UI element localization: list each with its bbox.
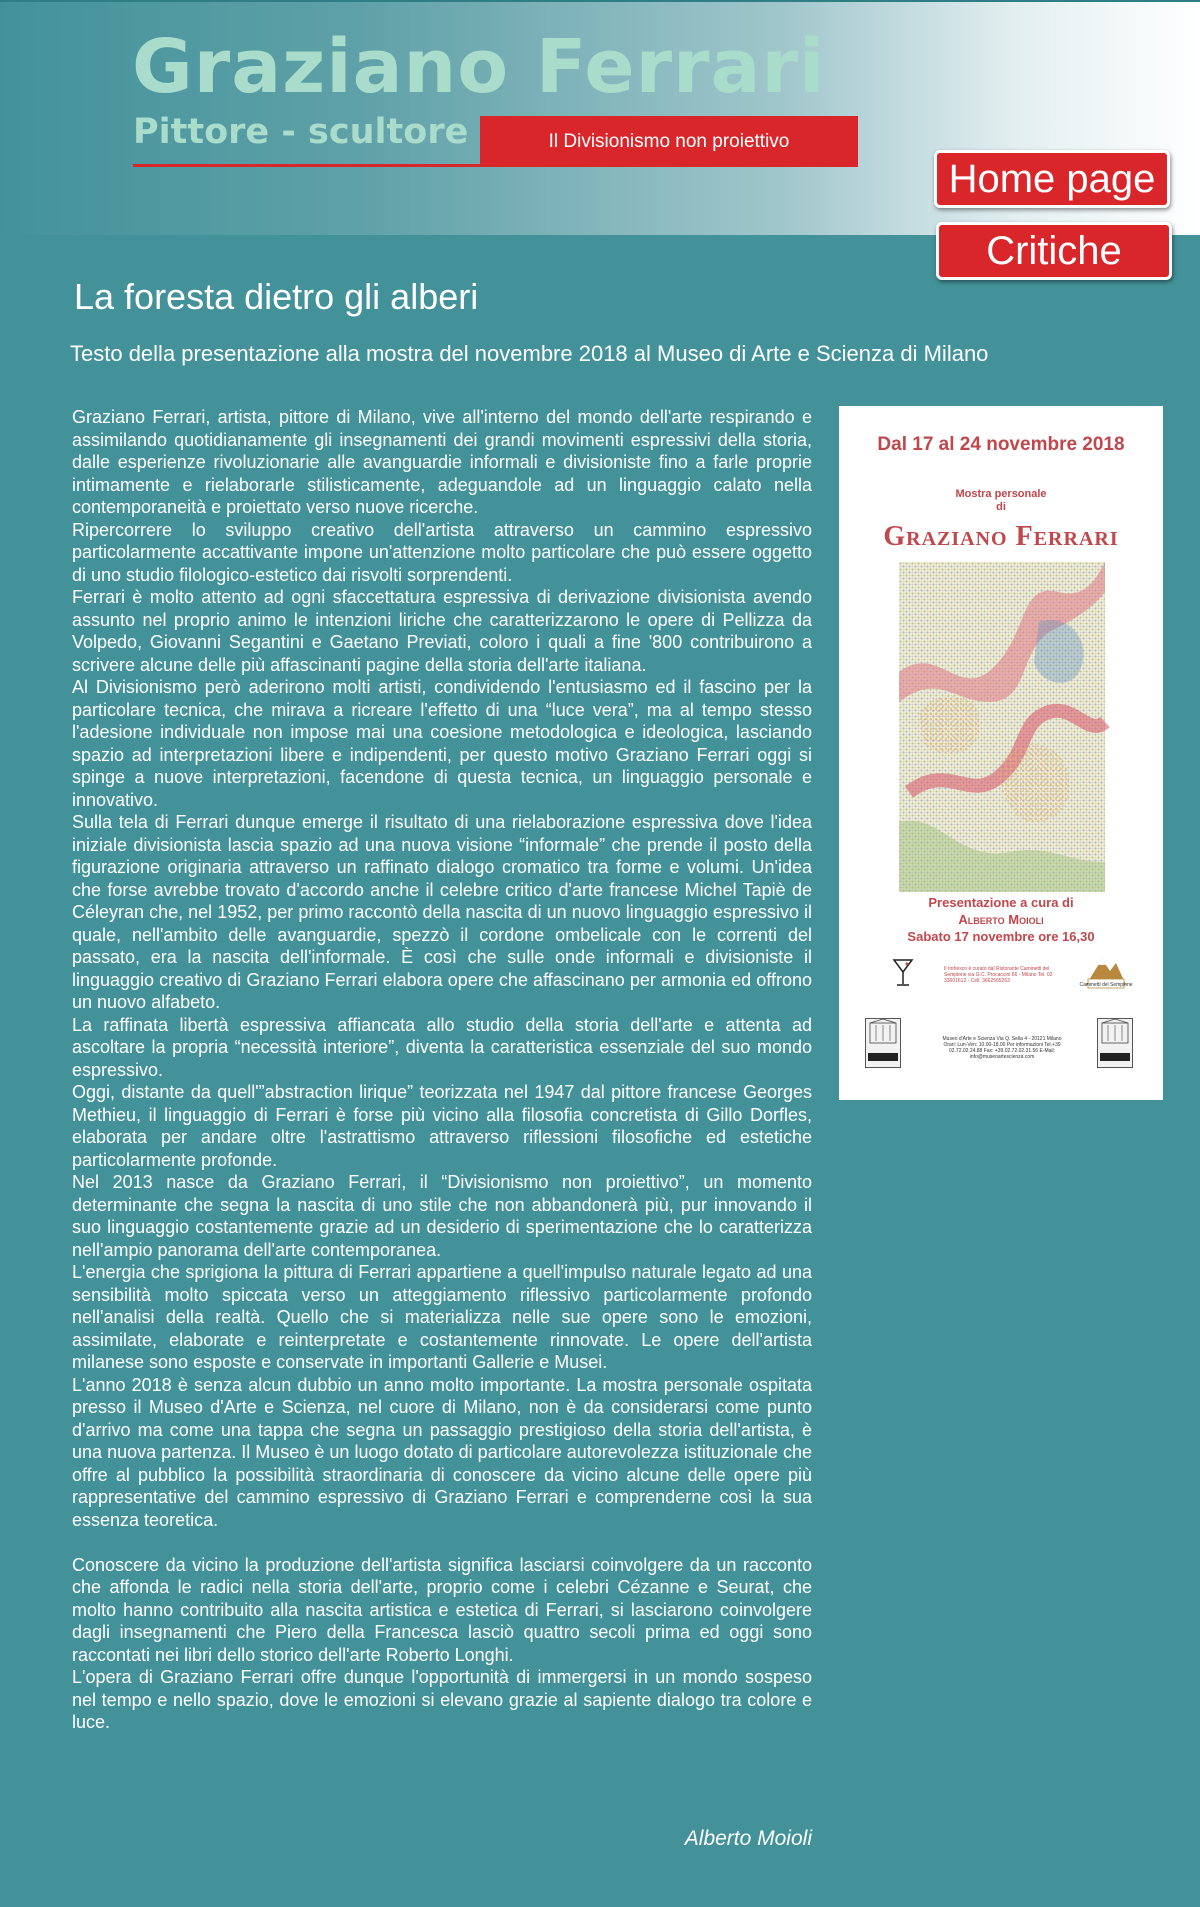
restaurant-logo-icon	[1079, 951, 1133, 991]
site-title: Graziano Ferrari	[132, 24, 826, 110]
author-signature: Alberto Moioli	[684, 1827, 812, 1850]
poster-mostra-label: Mostra personale	[955, 488, 1047, 500]
poster-event-time: Sabato 17 novembre ore 16,30	[907, 929, 1095, 944]
article-body	[72, 406, 812, 1734]
article-paragraph: Ferrari è molto attento ad ogni sfaccettatura espressiva di derivazione divisionista avendo assunto nel proprio animo le intenzioni liriche che caratterizzarono le opere di Pellizza da Volpedo, Giovanni Segantini e Gaetano Previati, coloro i quali a fine '800 contribuirono a scrivere alcune delle più affascinanti pagine della storia dell'arte italiana.	[72, 587, 812, 675]
restaurant-logo-text: Caminetti del Sempione	[1079, 982, 1133, 988]
article-paragraph: Oggi, distante da quell'”abstraction lirique” teorizzata nel 1947 dal pittore francese Georges Methieu, il linguaggio di Ferrari è forse più vicino alla filosofia concretista di Gillo Dorfles, elaborata per andare oltre l'astrattismo attraverso riflessioni filosofiche ed estetiche particolarmente profonde.	[72, 1082, 812, 1170]
article-paragraph: Nel 2013 nasce da Graziano Ferrari, il “Divisionismo non proiettivo”, un momento determinante che segna la nascita di uno stile che non abbandonerà più, pur innovando il suo linguaggio costantemente grazie ad un desiderio di sperimentazione che lo caratterizza nell'ampio panorama dell'arte contemporanea.	[72, 1172, 812, 1260]
page-title: La foresta dietro gli alberi	[74, 276, 479, 317]
critiche-button[interactable]: Critiche	[936, 222, 1172, 280]
article-paragraph: Graziano Ferrari, artista, pittore di Milano, vive all'interno del mondo dell'arte respirando e assimilando quotidianamente gli insegnamenti dei grandi movimenti espressivi della storia, dalle esperienze rivoluzionarie alle avanguardie informali e divisioniste fino a farle proprie intimamente e rielaborarle stilisticamente, adeguandole ad un linguaggio calato nella contemporaneità e proiettato verso nuove ricerche.	[72, 407, 812, 517]
poster-presentation	[839, 894, 1163, 945]
site-subtitle: Pittore - scultore	[133, 112, 469, 152]
exhibition-poster	[839, 406, 1163, 1100]
page-subtitle: Testo della presentazione alla mostra del novembre 2018 al Museo di Arte e Scienza di Milano	[70, 341, 989, 366]
museum-building-icon	[866, 1019, 900, 1067]
museum-building-icon	[1098, 1019, 1132, 1067]
museum-logo-left	[865, 1018, 901, 1068]
poster-di-label: di	[996, 501, 1006, 513]
article-paragraph: Sulla tela di Ferrari dunque emerge il risultato di una rielaborazione espressiva dove l'idea iniziale divisionista lascia spazio ad una nuova visione “informale” che prende il posto della figurazione originaria attraverso un raffinato dialogo cromatico tra forme e volumi. Un'idea che forse avrebbe trovato d'accordo anche il celebre critico d'arte francese Michel Tapiè de Céleyran che, nel 1952, per primo raccontò della nascita di un nuovo linguaggio espressivo il quale, nell'ambito delle avanguardie, spezzò il cordone ombelicale con le correnti del passato, era la nascita dell'informale. È così che sulle onde informali e divisioniste il linguaggio creativo di Graziano Ferrari elabora opere che affascinano per armonia ed offrono un nuovo alfabeto.	[72, 812, 812, 1012]
cocktail-glass-icon	[892, 958, 914, 988]
poster-refreshments-text: Il rinfresco è curato dal Ristorante Caminetti del Sempione via G.C. Procaccini 66 - Milano Tel. 02 33601612 - Cell. 3662565263	[944, 966, 1053, 984]
poster-museum-info: Museo d'Arte e Scienza Via Q. Sella 4 - 20121 Milano Orari: Lun-Ven: 10.00-18.00 Per informazioni Tel.+39 02.72.02.24.88 Fax: +39.02.72.02.31.56 E-Mail: info@museoarte​scienza.com	[942, 1036, 1062, 1060]
article-paragraph: L'energia che sprigiona la pittura di Ferrari appartiene a quell'impulso naturale legato ad una sensibilità molto spiccata verso un atteggiamento riflessivo particolarmente profondo nell'analisi della realtà. Quello che si materializza nelle sue opere sono le emozioni, assimilate, elaborate e reinterpretate e costantemente rinnovate. Le opere dell'artista milanese sono esposte e conservate in importanti Gallerie e Musei.	[72, 1262, 812, 1372]
article-paragraph: Al Divisionismo però aderirono molti artisti, condividendo l'entusiasmo ed il fascino per la particolare tecnica, che mirava a ricreare l'effetto di una “luce vera”, ma al tempo stesso l'adesione individuale non impose mai una coesione metodologica e ideologica, lasciando spazio ad interpretazioni libere e indipendenti, per questo motivo Graziano Ferrari oggi si spinge a nuove interpretazioni, facendone di questa tecnica, un linguaggio personale e innovativo.	[72, 677, 812, 810]
tagline-banner: Il Divisionismo non proiettivo	[480, 116, 858, 167]
article-paragraph: Conoscere da vicino la produzione dell'artista significa lasciarsi coinvolgere da un racconto che affonda le radici nella storia dell'arte, proprio come i celebri Cézanne e Seurat, che molto hanno contribuito alla nascita artistica e estetica di Ferrari, si lasciarono coinvolgere dagli insegnamenti che Piero della Francesca lasciò quattro secoli prima ed oggi sono raccontati nei libri dello storico dell'arte Roberto Longhi.	[72, 1554, 812, 1665]
museum-logo-right	[1097, 1018, 1133, 1068]
poster-date: Dal 17 al 24 novembre 2018	[877, 434, 1125, 455]
article-paragraph: La raffinata libertà espressiva affiancata allo studio della storia dell'arte e attenta ad ascoltare la propria “necessità interiore”, diventa la caratteristica essenziale del suo mondo espressivo.	[72, 1014, 812, 1080]
poster-presentation-label: Presentazione a cura di	[928, 895, 1074, 910]
article-paragraph: Ripercorrere lo sviluppo creativo dell'artista attraverso un cammino espressivo particolarmente accattivante impone un'attenzione molto particolare che può essere oggetto di uno studio filologico-estetico dai risvolti sorprendenti.	[72, 519, 812, 585]
home-page-button[interactable]: Home page	[934, 150, 1170, 208]
poster-artwork	[899, 562, 1105, 892]
poster-artist-name: Graziano Ferrari	[883, 521, 1119, 552]
article-paragraph: L'anno 2018 è senza alcun dubbio un anno molto importante. La mostra personale ospitata presso il Museo d'Arte e Scienza, nel cuore di Milano, non è da considerarsi come punto d'arrivo ma come una tappa che segna un passaggio prestigioso della storia dell'artista, è una nuova partenza. Il Museo è un luogo dotato di particolare autorevolezza istituzionale che offre al pubblico la possibilità straordinaria di conoscere da vicino alcune delle opere più rappresentative del cammino espressivo di Graziano Ferrari e comprenderne così la sua essenza teoretica.	[72, 1374, 812, 1530]
article-paragraph: L'opera di Graziano Ferrari offre dunque l'opportunità di immergersi in un mondo sospeso nel tempo e nello spazio, dove le emozioni si elevano grazie al sapiente dialogo tra colore e luce.	[72, 1667, 812, 1732]
poster-curator: Alberto Moioli	[958, 912, 1044, 927]
